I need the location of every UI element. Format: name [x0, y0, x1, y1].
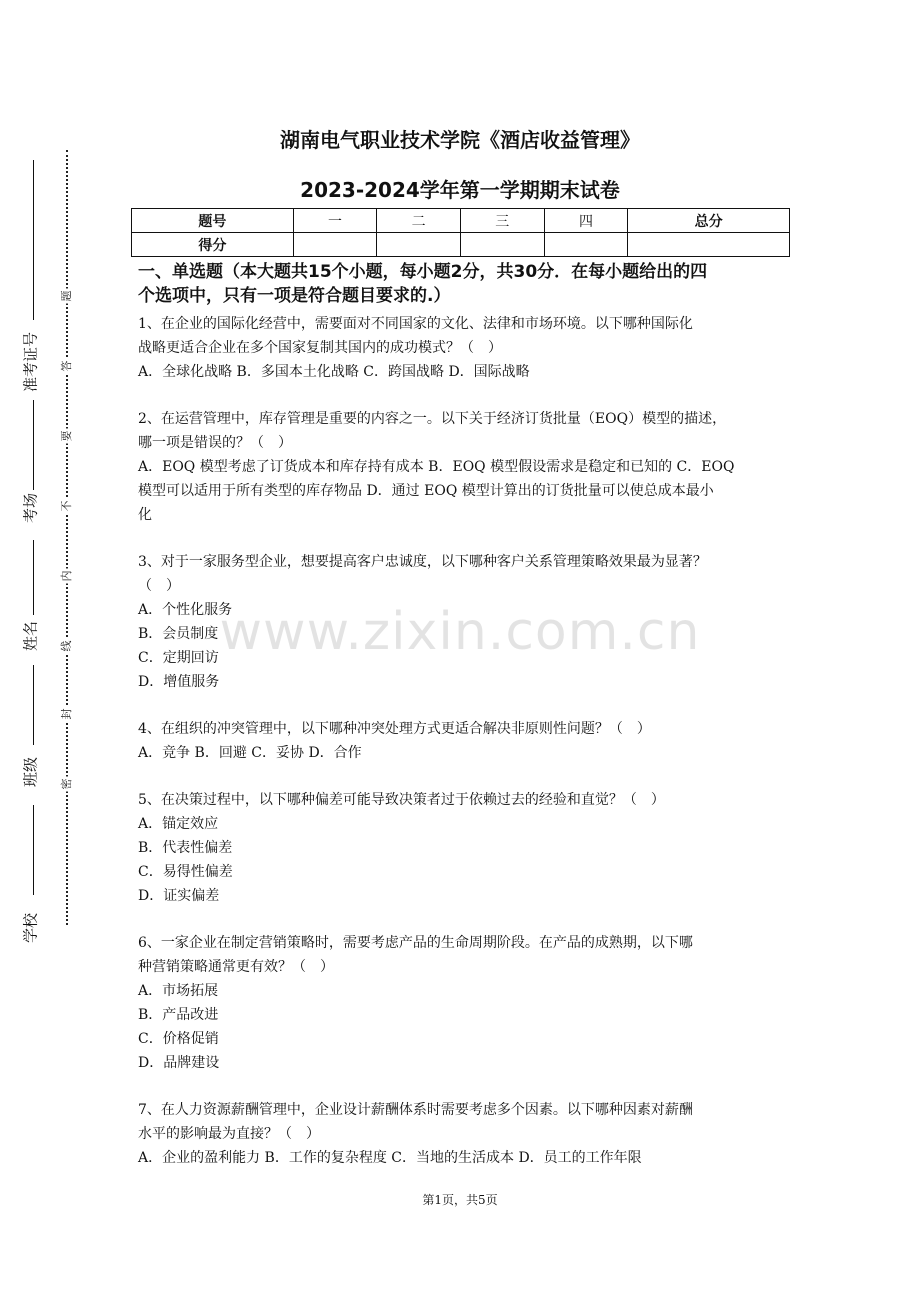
score-input-cell[interactable] [293, 233, 377, 257]
question-option: B．会员制度 [138, 626, 219, 642]
watermark: www.zixin.com.cn [219, 602, 701, 662]
question-option: B．产品改进 [138, 1007, 219, 1023]
label-class: 班级 [21, 756, 40, 788]
score-input-cell[interactable] [460, 233, 544, 257]
seal-char: 封 [60, 708, 73, 720]
question-line: 2、在运营管理中，库存管理是重要的内容之一。以下关于经济订货批量（EOQ）模型的描述， [138, 411, 727, 427]
question-option: C．价格促销 [138, 1031, 219, 1047]
page-footer: 第1页，共5页 [422, 1193, 498, 1207]
seal-dotted-line [66, 150, 68, 925]
score-table [131, 208, 790, 257]
score-cell-header: 四 [544, 209, 628, 233]
question-line: 6、一家企业在制定营销策略时，需要考虑产品的生命周期阶段。在产品的成熟期，以下哪 [138, 935, 693, 951]
question-line: 哪一项是错误的？（ ） [138, 435, 292, 451]
question-option: A．个性化服务 [138, 602, 233, 618]
question-options: 化 [138, 507, 152, 523]
section-heading [138, 260, 793, 308]
section-heading-line: 个选项中，只有一项是符合题目要求的.） [138, 286, 451, 306]
score-input-cell[interactable] [628, 233, 790, 257]
score-cell-header: 题号 [132, 209, 294, 233]
question-line: 种营销策略通常更有效？（ ） [138, 959, 334, 975]
score-table-header-row [132, 209, 790, 233]
score-input-cell[interactable] [544, 233, 628, 257]
question-2 [138, 407, 793, 527]
exam-content [138, 260, 793, 1170]
question-line: 3、对于一家服务型企业，想要提高客户忠诚度，以下哪种客户关系管理策略效果最为显著？ [138, 554, 707, 570]
label-exam-room: 考场 [21, 492, 40, 524]
seal-char: 答 [60, 360, 73, 372]
question-option: C．易得性偏差 [138, 864, 233, 880]
field-underline [33, 665, 34, 745]
question-option: A．锚定效应 [138, 816, 219, 832]
question-1 [138, 312, 793, 384]
question-options: A．企业的盈利能力 B．工作的复杂程度 C．当地的生活成本 D．员工的工作年限 [138, 1150, 642, 1166]
label-school: 学校 [21, 912, 40, 944]
question-options: A．全球化战略 B．多国本土化战略 C．跨国战略 D．国际战略 [138, 364, 530, 380]
question-5 [138, 788, 793, 908]
question-options: A．EOQ 模型考虑了订货成本和库存持有成本 B．EOQ 模型假设需求是稳定和已知的 C．EOQ [138, 459, 735, 475]
label-exam-number: 准考证号 [21, 331, 40, 393]
score-row-label: 得分 [132, 233, 294, 257]
question-options: 模型可以适用于所有类型的库存物品 D．通过 EOQ 模型计算出的订货批量可以使总成本最小 [138, 483, 714, 499]
score-cell-header: 总分 [628, 209, 790, 233]
exam-title: 湖南电气职业技术学院《酒店收益管理》 [280, 128, 640, 152]
question-line: 7、在人力资源薪酬管理中，企业设计薪酬体系时需要考虑多个因素。以下哪种因素对薪酬 [138, 1102, 693, 1118]
question-4 [138, 717, 793, 765]
section-heading-line: 一、单选题（本大题共15个小题，每小题2分，共30分．在每小题给出的四 [138, 262, 708, 282]
question-line: 战略更适合企业在多个国家复制其国内的成功模式？（ ） [138, 340, 502, 356]
seal-char: 题 [60, 290, 73, 302]
question-line: 水平的影响最为直接？（ ） [138, 1126, 320, 1142]
label-name: 姓名 [21, 620, 40, 652]
question-line: 1、在企业的国际化经营中，需要面对不同国家的文化、法律和市场环境。以下哪种国际化 [138, 316, 693, 332]
score-cell-header: 三 [460, 209, 544, 233]
seal-char: 要 [60, 430, 73, 442]
question-options: A．竞争 B．回避 C．妥协 D．合作 [138, 745, 362, 761]
score-table-score-row [132, 233, 790, 257]
score-cell-header: 二 [377, 209, 461, 233]
question-option: D．证实偏差 [138, 888, 220, 904]
seal-char: 内 [60, 570, 73, 582]
seal-char: 不 [60, 500, 73, 512]
question-option: D．品牌建设 [138, 1055, 220, 1071]
question-option: B．代表性偏差 [138, 840, 233, 856]
question-line: 5、在决策过程中，以下哪种偏差可能导致决策者过于依赖过去的经验和直觉？（ ） [138, 792, 665, 808]
question-option: A．市场拓展 [138, 983, 219, 999]
question-line: （ ） [138, 578, 180, 594]
question-option: C．定期回访 [138, 650, 219, 666]
exam-subtitle: 2023-2024学年第一学期期末试卷 [300, 178, 620, 202]
question-6 [138, 931, 793, 1075]
score-input-cell[interactable] [377, 233, 461, 257]
score-cell-header: 一 [293, 209, 377, 233]
field-underline [33, 805, 34, 895]
question-line: 4、在组织的冲突管理中，以下哪种冲突处理方式更适合解决非原则性问题？（ ） [138, 721, 651, 737]
question-7 [138, 1098, 793, 1170]
seal-char: 密 [60, 778, 73, 790]
question-option: D．增值服务 [138, 674, 220, 690]
field-underline [33, 400, 34, 490]
seal-char: 线 [60, 640, 73, 652]
